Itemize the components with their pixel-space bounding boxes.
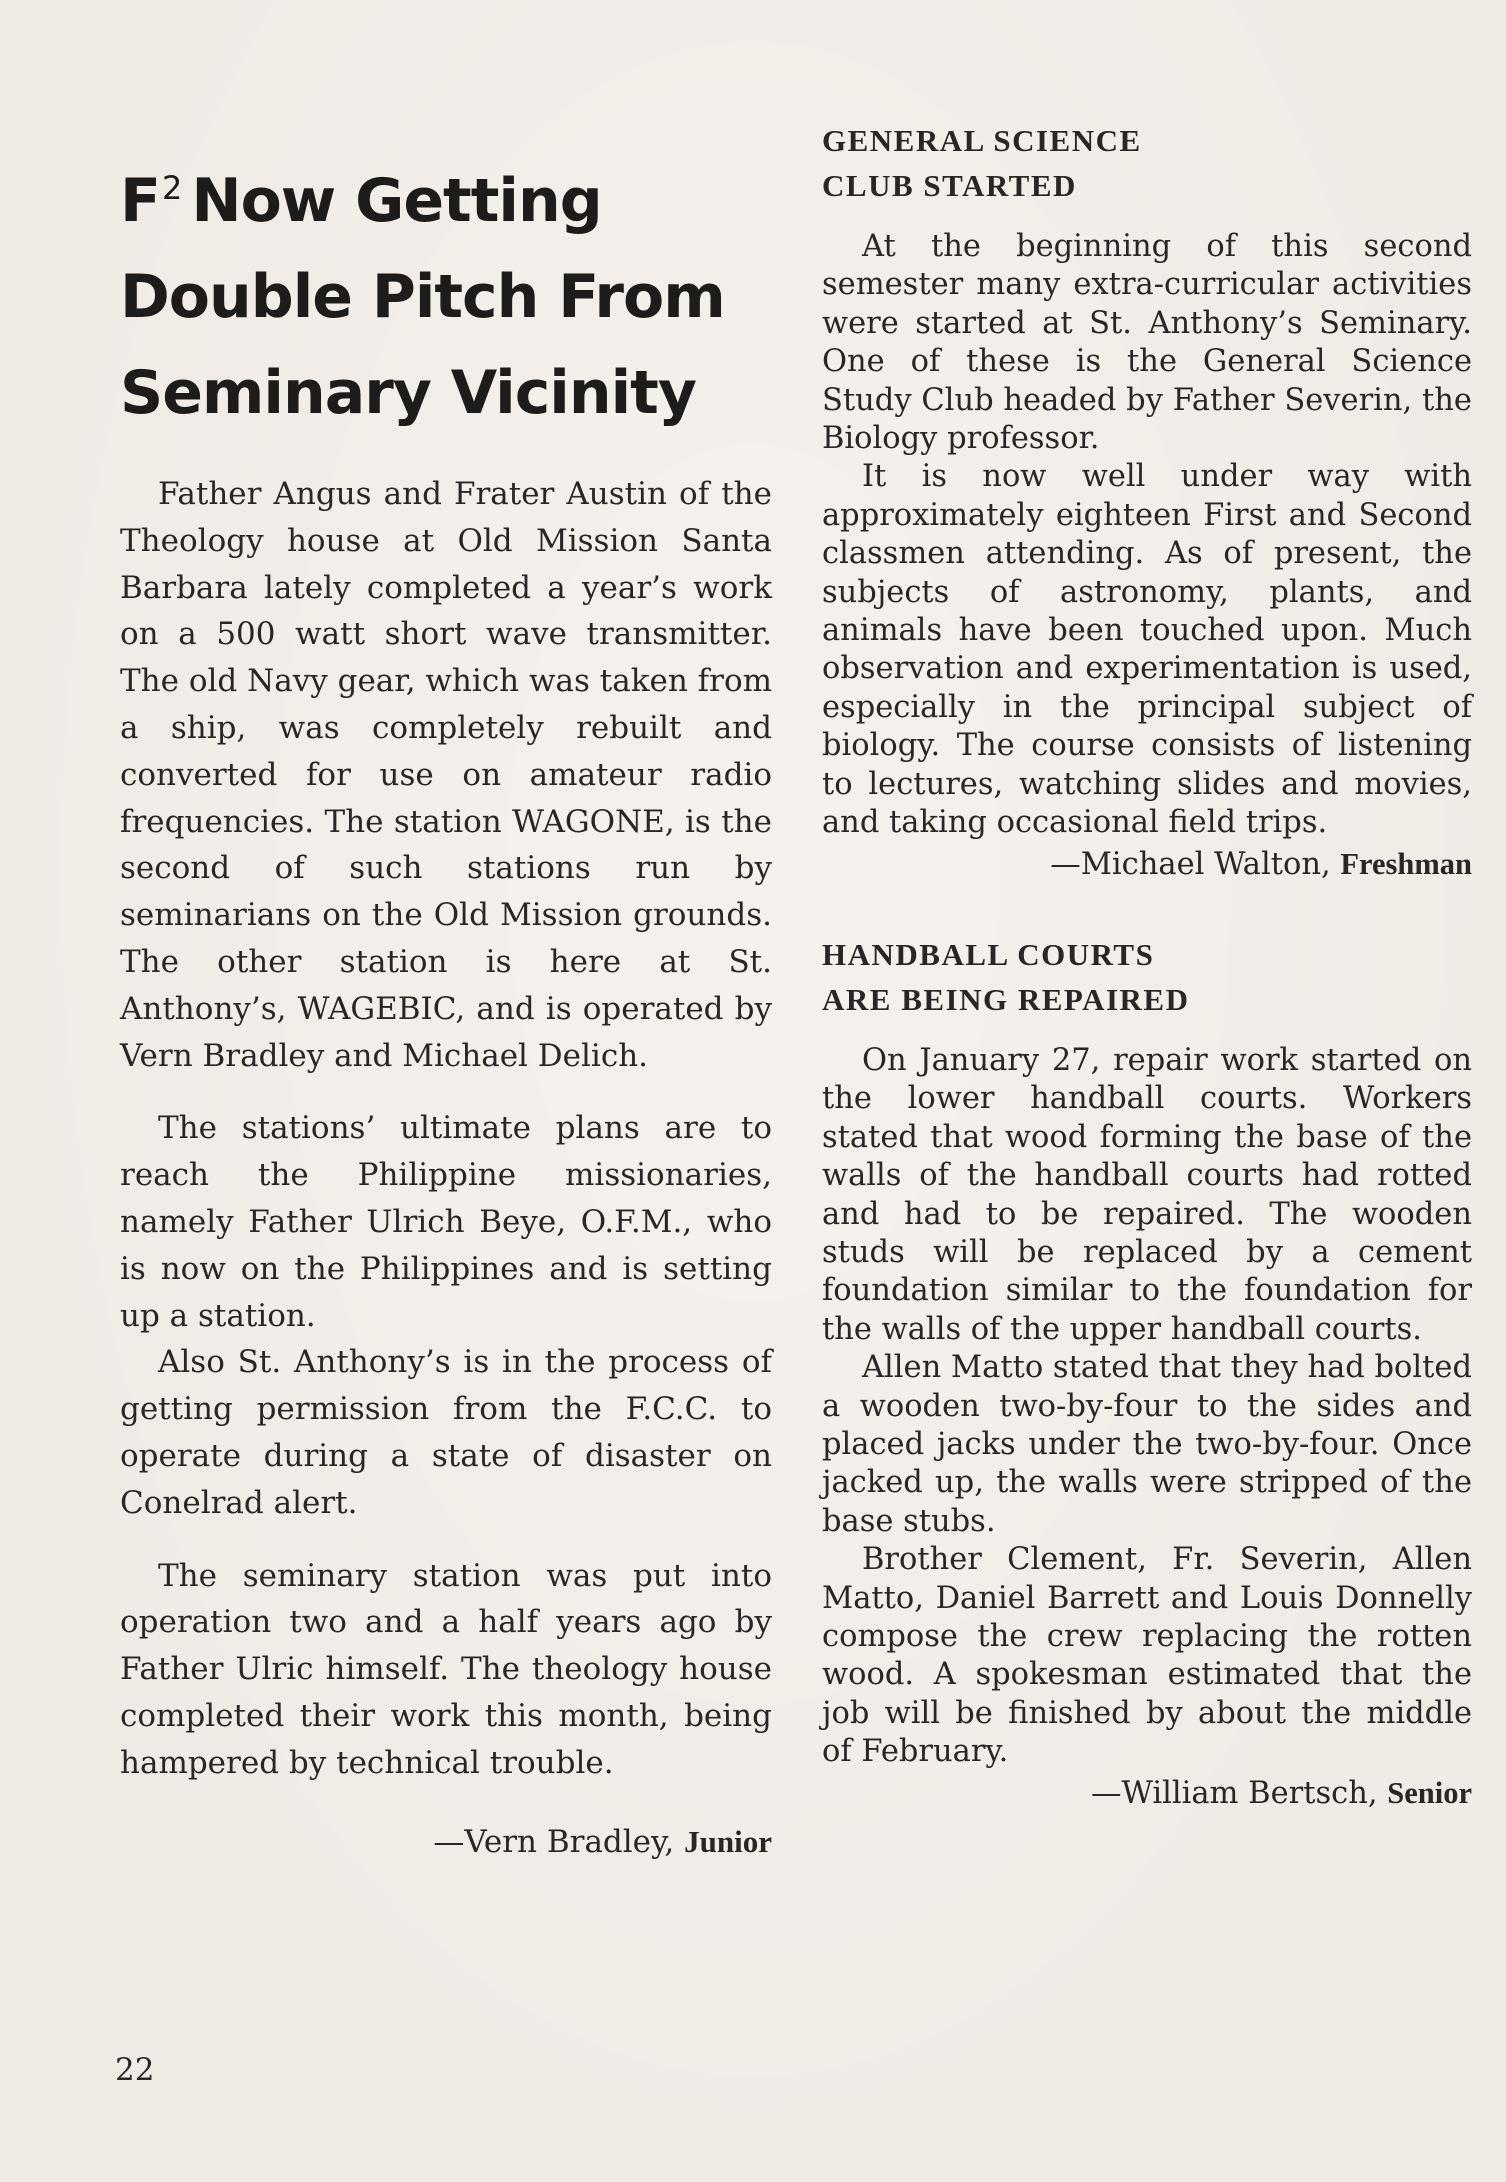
handball-byline-class: Senior <box>1387 1775 1472 1810</box>
page-number: 22 <box>115 2052 155 2088</box>
science-club-headline <box>822 118 1472 208</box>
headline-line-1-text: Now Getting <box>191 166 602 236</box>
right-column <box>822 118 1472 1813</box>
main-headline <box>120 140 772 441</box>
science-club-byline-class: Freshman <box>1340 846 1472 881</box>
headline-line-1 <box>120 140 772 249</box>
handball-paragraph-1: On January 27, repair work started on the lower handball courts. Workers stated that wood forming the base of the walls of the handball courts had rotted and had to be repaired. The wooden studs will be replaced by a cement foundation similar to the foundation for the walls of the upper handball courts. <box>822 1042 1472 1347</box>
headline-superscript: 2 <box>162 169 182 207</box>
handball-headline-line-1: HANDBALL COURTS <box>822 936 1155 972</box>
science-club-headline-line-1: GENERAL SCIENCE <box>822 123 1142 158</box>
headline-line-2: Double Pitch From <box>120 262 725 332</box>
handball-paragraph-2: Allen Matto stated that they had bolted a wooden two-by-four to the sides and placed jacks under the two-by-four. Once jacked up, the walls were stripped of the base stubs. <box>822 1350 1472 1539</box>
handball-headline <box>822 932 1472 1022</box>
left-paragraph-2: The stations’ ultimate plans are to reach the Philippine missionaries, namely Father Ulrich Beye, O.F.M., who is now on the Philippines and is setting up a station. <box>120 1110 772 1334</box>
headline-line-3: Seminary Vicinity <box>120 358 696 428</box>
left-paragraph-1: Father Angus and Frater Austin of the Theology house at Old Mission Santa Barbara lately completed a year’s work on a 500 watt short wave transmitter. The old Navy gear, which was taken from a ship, was completely rebuilt and converted for use on amateur radio frequencies. The station WAGONE, is the second of such stations run by seminarians on the Old Mission grounds. The other station is here at St. Anthony’s, WAGEBIC, and is operated by Vern Bradley and Michael Delich. <box>120 476 773 1074</box>
left-paragraph-4: The seminary station was put into operation two and a half years ago by Father Ulric himself. The theology house completed their work this month, being hampered by technical trouble. <box>120 1557 772 1781</box>
left-byline-name: —Vern Bradley, <box>433 1823 675 1860</box>
handball-byline <box>822 1774 1472 1813</box>
left-byline-class: Junior <box>684 1823 772 1859</box>
science-club-byline-name: —Michael Walton, <box>1050 846 1331 882</box>
handball-headline-line-2: ARE BEING REPAIRED <box>822 981 1190 1017</box>
science-club-headline-line-2: CLUB STARTED <box>822 168 1077 203</box>
left-column <box>120 140 772 1865</box>
handball-byline-name: —William Bertsch, <box>1091 1775 1378 1811</box>
science-club-paragraph-1: At the beginning of this second semester many extra-curricular activities were started at St. Anthony’s Seminary. One of these is the General Science Study Club headed by Father Severin, the Biology professor. <box>822 229 1472 457</box>
science-club-paragraph-2: It is now well under way with approximately eighteen First and Second classmen attending. As of present, the subjects of astronomy, plants, and animals have been touched upon. Much observation and experimentation is used, especially in the principal subject of biology. The course consists of listening to lectures, watching slides and movies, and taking occasional field trips. <box>822 459 1472 841</box>
left-paragraph-3: Also St. Anthony’s is in the process of getting permission from the F.C.C. to operate during a state of disaster on Conelrad alert. <box>120 1344 772 1521</box>
headline-f: F <box>120 166 160 236</box>
science-club-byline <box>822 845 1472 884</box>
handball-paragraph-3: Brother Clement, Fr. Severin, Allen Matto, Daniel Barrett and Louis Donnelly compose the crew replacing the rotten wood. A spokesman estimated that the job will be finished by about the middle of February. <box>822 1542 1472 1770</box>
left-byline <box>120 1819 772 1866</box>
